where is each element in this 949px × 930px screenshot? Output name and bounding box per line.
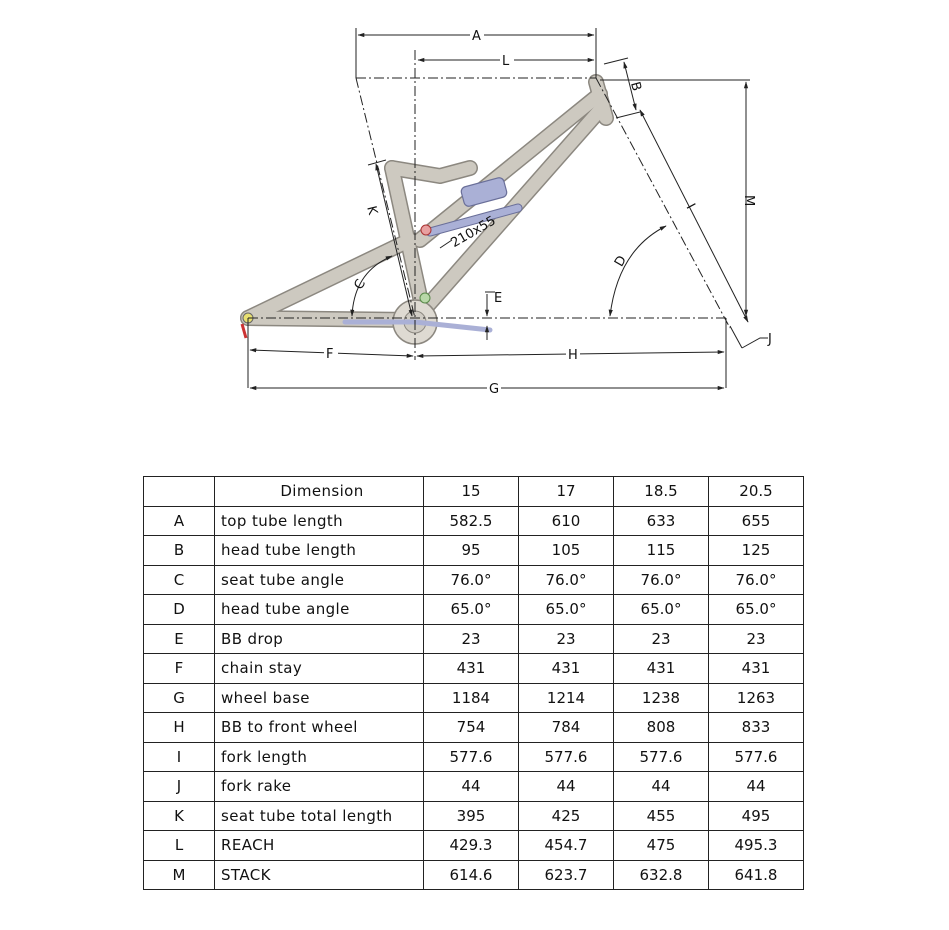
row-value: 105 xyxy=(519,536,614,566)
label-k: K xyxy=(363,204,380,217)
row-value: 95 xyxy=(424,536,519,566)
row-value: 425 xyxy=(519,801,614,831)
label-e: E xyxy=(494,291,503,306)
row-name: head tube length xyxy=(215,536,424,566)
row-value: 23 xyxy=(519,624,614,654)
row-value: 44 xyxy=(519,772,614,802)
table-row xyxy=(144,801,804,831)
row-code: C xyxy=(144,565,215,595)
row-value: 1184 xyxy=(424,683,519,713)
row-name: chain stay xyxy=(215,654,424,684)
row-value: 633 xyxy=(614,506,709,536)
row-value: 65.0° xyxy=(424,595,519,625)
row-value: 65.0° xyxy=(614,595,709,625)
row-code: B xyxy=(144,536,215,566)
row-name: fork rake xyxy=(215,772,424,802)
row-value: 44 xyxy=(424,772,519,802)
row-value: 495 xyxy=(709,801,804,831)
row-value: 65.0° xyxy=(519,595,614,625)
label-d: D xyxy=(611,253,630,270)
row-value: 125 xyxy=(709,536,804,566)
label-c: C xyxy=(351,276,369,293)
row-name: wheel base xyxy=(215,683,424,713)
row-name: seat tube total length xyxy=(215,801,424,831)
row-value: 65.0° xyxy=(709,595,804,625)
row-value: 1263 xyxy=(709,683,804,713)
table-row xyxy=(144,713,804,743)
row-value: 475 xyxy=(614,831,709,861)
row-value: 577.6 xyxy=(709,742,804,772)
row-code: A xyxy=(144,506,215,536)
label-i: I xyxy=(682,201,698,212)
row-code: E xyxy=(144,624,215,654)
row-value: 655 xyxy=(709,506,804,536)
row-value: 641.8 xyxy=(709,860,804,890)
row-value: 76.0° xyxy=(709,565,804,595)
label-g: G xyxy=(489,382,500,397)
row-value: 610 xyxy=(519,506,614,536)
row-value: 582.5 xyxy=(424,506,519,536)
row-value: 76.0° xyxy=(519,565,614,595)
row-code: I xyxy=(144,742,215,772)
bike-frame xyxy=(248,82,606,320)
row-value: 23 xyxy=(614,624,709,654)
geometry-table xyxy=(143,476,804,890)
label-h: H xyxy=(568,348,578,363)
table-row xyxy=(144,683,804,713)
row-value: 632.8 xyxy=(614,860,709,890)
row-value: 784 xyxy=(519,713,614,743)
header-size-15: 15 xyxy=(424,477,519,507)
row-name: fork length xyxy=(215,742,424,772)
table-header-row xyxy=(144,477,804,507)
row-value: 455 xyxy=(614,801,709,831)
row-value: 623.7 xyxy=(519,860,614,890)
row-code: D xyxy=(144,595,215,625)
row-value: 431 xyxy=(519,654,614,684)
label-l: L xyxy=(502,54,510,69)
row-code: F xyxy=(144,654,215,684)
table-row xyxy=(144,772,804,802)
row-value: 1214 xyxy=(519,683,614,713)
shock-size-label: 210x55 xyxy=(448,213,499,251)
row-value: 577.6 xyxy=(424,742,519,772)
row-name: seat tube angle xyxy=(215,565,424,595)
table-row xyxy=(144,831,804,861)
table-row xyxy=(144,654,804,684)
row-value: 76.0° xyxy=(614,565,709,595)
row-value: 431 xyxy=(614,654,709,684)
header-code-cell xyxy=(144,477,215,507)
header-size-17: 17 xyxy=(519,477,614,507)
row-value: 395 xyxy=(424,801,519,831)
row-value: 754 xyxy=(424,713,519,743)
row-value: 614.6 xyxy=(424,860,519,890)
table-row xyxy=(144,595,804,625)
row-code: L xyxy=(144,831,215,861)
header-size-18-5: 18.5 xyxy=(614,477,709,507)
row-name: head tube angle xyxy=(215,595,424,625)
row-value: 44 xyxy=(614,772,709,802)
row-value: 115 xyxy=(614,536,709,566)
row-value: 23 xyxy=(709,624,804,654)
row-value: 431 xyxy=(424,654,519,684)
row-value: 429.3 xyxy=(424,831,519,861)
row-value: 833 xyxy=(709,713,804,743)
table-row xyxy=(144,506,804,536)
row-value: 76.0° xyxy=(424,565,519,595)
table-row xyxy=(144,860,804,890)
row-code: M xyxy=(144,860,215,890)
table-row xyxy=(144,742,804,772)
row-value: 23 xyxy=(424,624,519,654)
header-size-20-5: 20.5 xyxy=(709,477,804,507)
label-b: B xyxy=(626,80,644,93)
row-value: 808 xyxy=(614,713,709,743)
row-code: G xyxy=(144,683,215,713)
row-name: STACK xyxy=(215,860,424,890)
row-code: J xyxy=(144,772,215,802)
label-m: M xyxy=(741,195,756,207)
row-value: 44 xyxy=(709,772,804,802)
row-value: 577.6 xyxy=(519,742,614,772)
row-code: K xyxy=(144,801,215,831)
row-name: REACH xyxy=(215,831,424,861)
row-code: H xyxy=(144,713,215,743)
table-row xyxy=(144,624,804,654)
row-value: 495.3 xyxy=(709,831,804,861)
row-name: top tube length xyxy=(215,506,424,536)
label-f: F xyxy=(326,347,334,362)
row-value: 577.6 xyxy=(614,742,709,772)
label-a: A xyxy=(472,29,481,44)
table-row xyxy=(144,536,804,566)
row-name: BB to front wheel xyxy=(215,713,424,743)
row-value: 431 xyxy=(709,654,804,684)
row-name: BB drop xyxy=(215,624,424,654)
header-dimension: Dimension xyxy=(215,477,424,507)
row-value: 454.7 xyxy=(519,831,614,861)
table-row xyxy=(144,565,804,595)
row-value: 1238 xyxy=(614,683,709,713)
label-j: J xyxy=(768,332,772,347)
